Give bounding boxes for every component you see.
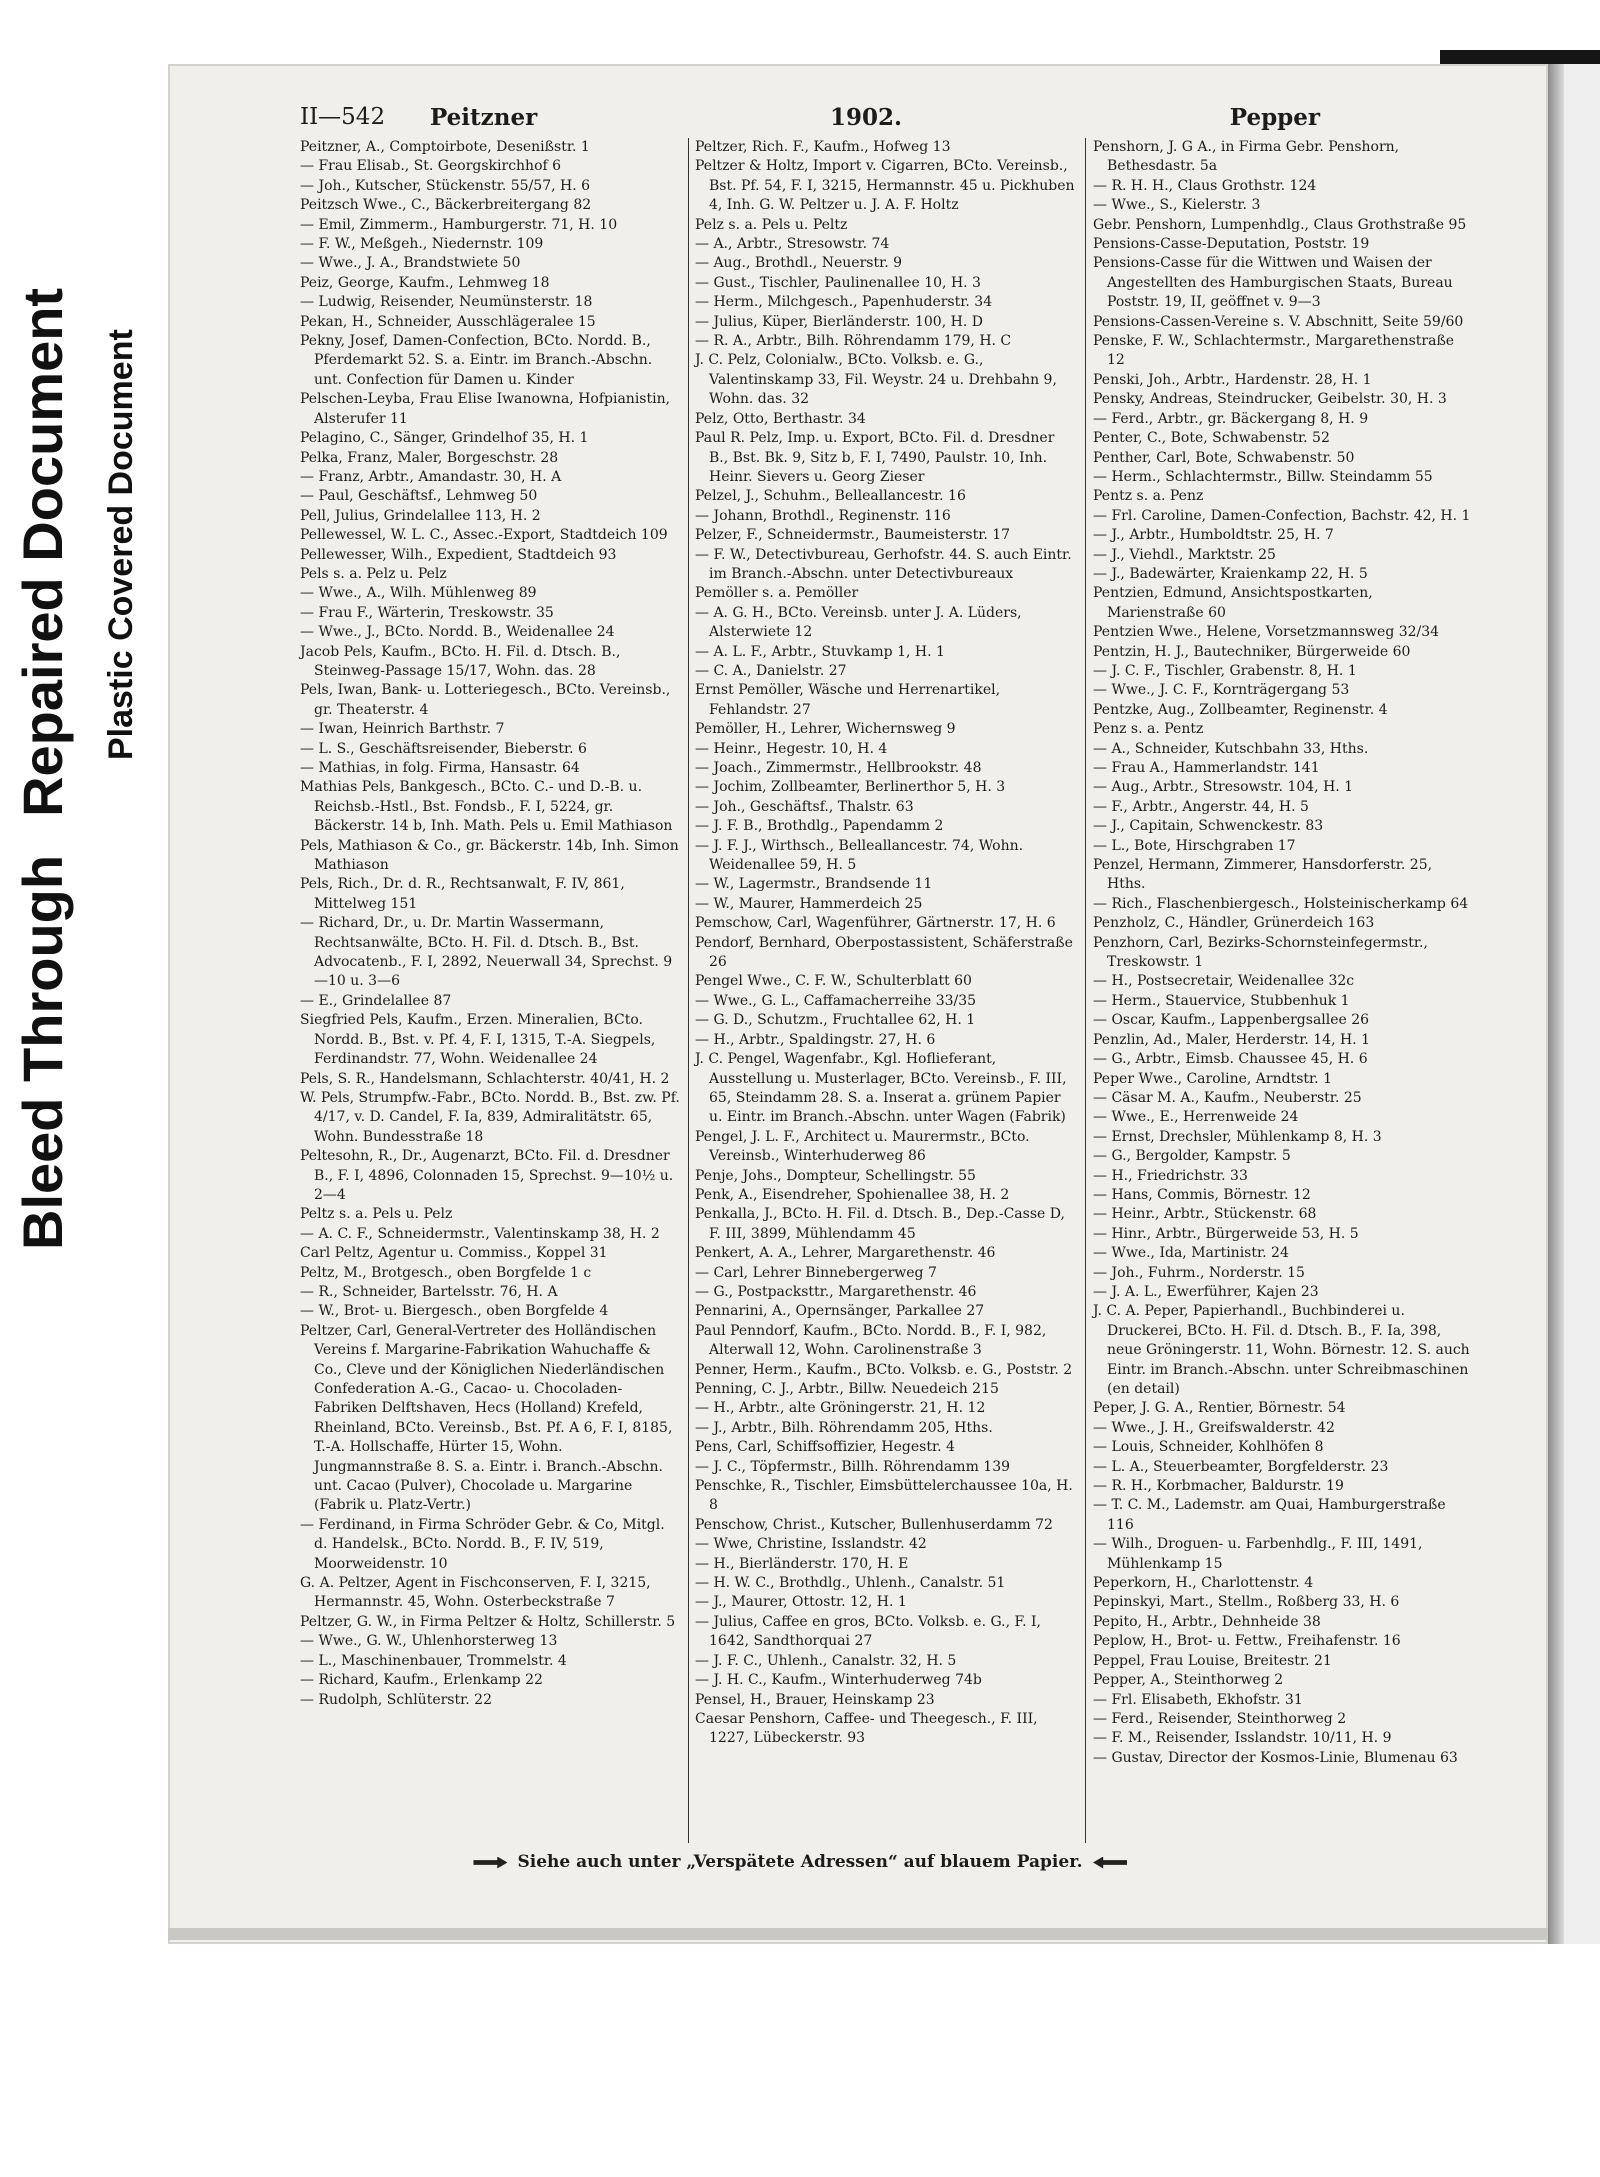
directory-entry: — Jochim, Zollbeamter, Berlinerthor 5, H. 3: [695, 779, 1006, 796]
directory-entry: Pemschow, Carl, Wagenführer, Gärtnerstr. 17, H. 6: [695, 915, 1056, 932]
directory-entry: Pensions-Casse für die Wittwen und Waisen der Angestellten des Hamburgischen Staats, Bureau Poststr. 19, II, geöffnet v. 9—3: [1093, 255, 1453, 311]
directory-entry: Pellewessel, W. L. C., Assec.-Export, Stadtdeich 109: [300, 527, 668, 544]
page-bottom-edge: [168, 1928, 1548, 1940]
directory-entry: — Aug., Brothdl., Neuerstr. 9: [695, 255, 903, 272]
directory-entry: — W., Brot- u. Biergesch., oben Borgfelde 4: [300, 1303, 609, 1320]
directory-entry: Pelzel, J., Schuhm., Belleallancestr. 16: [695, 488, 966, 505]
pointing-hand-icon: [473, 1857, 507, 1869]
directory-entry: — L. S., Geschäftsreisender, Bieberstr. 6: [300, 740, 587, 757]
directory-entry: Peltz s. a. Pels u. Pelz: [300, 1206, 453, 1223]
directory-entry: Penje, Johs., Dompteur, Schellingstr. 55: [695, 1167, 976, 1184]
directory-entry: — J. C., Töpfermstr., Billh. Röhrendamm 139: [695, 1458, 1011, 1475]
footer-note: [0, 1852, 1600, 1872]
right-running-head: Pepper: [1229, 104, 1320, 131]
directory-entry: Pennarini, A., Opernsänger, Parkallee 27: [695, 1303, 985, 1320]
directory-entry: — J., Maurer, Ottostr. 12, H. 1: [695, 1594, 907, 1611]
directory-entry: Peitzner, A., Comptoirbote, Desenißstr. 1: [300, 139, 590, 155]
directory-entry: Jacob Pels, Kaufm., BCto. H. Fil. d. Dtsch. B., Steinweg-Passage 15/17, Wohn. das. 28: [300, 643, 621, 679]
directory-entry: Penshorn, J. G A., in Firma Gebr. Penshorn, Bethesdastr. 5a: [1093, 139, 1400, 175]
directory-entry: Pentz s. a. Penz: [1093, 488, 1204, 505]
directory-entry: J. C. A. Peper, Papierhandl., Buchbinderei u. Druckerei, BCto. H. Fil. d. Dtsch. B., F. Ia, 398, neue Gröningerstr. 11, Wohn. Börnestr. 12. S. auch Eintr. im Branch.-Abschn. unter Schreibmaschinen (en detail): [1093, 1303, 1470, 1397]
directory-entry: — J., Viehdl., Marktstr. 25: [1093, 546, 1276, 563]
directory-entry: — Wwe., E., Herrenweide 24: [1093, 1109, 1299, 1126]
left-running-head: Peitzner: [430, 104, 538, 131]
directory-entry: Pendorf, Bernhard, Oberpostassistent, Schäferstraße 26: [695, 934, 1073, 971]
right-margin: [1564, 64, 1600, 1944]
directory-entry: Peitzsch Wwe., C., Bäckerbreitergang 82: [300, 197, 592, 214]
column-divider: [688, 138, 689, 1843]
directory-entry: Penschke, R., Tischler, Eimsbüttelerchaussee 10a, H. 8: [695, 1478, 1073, 1514]
directory-entry: — H., Friedrichstr. 33: [1093, 1167, 1248, 1184]
directory-entry: Pels s. a. Pelz u. Pelz: [300, 565, 447, 582]
directory-entry: — R. A., Arbtr., Bilh. Röhrendamm 179, H. C: [695, 333, 1012, 350]
directory-entry: Pensions-Casse-Deputation, Poststr. 19: [1093, 236, 1370, 253]
directory-entry: Penner, Herm., Kaufm., BCto. Volksb. e. G., Poststr. 2: [695, 1361, 1073, 1378]
directory-entry: — Wwe., S., Kielerstr. 3: [1093, 197, 1261, 214]
directory-entry: — F. W., Detectivbureau, Gerhofstr. 44. S. auch Eintr. im Branch.-Abschn. unter Detectivbureaux: [695, 546, 1072, 582]
directory-entry: — Aug., Arbtr., Stresowstr. 104, H. 1: [1093, 779, 1354, 796]
directory-entry: — A. L. F., Arbtr., Stuvkamp 1, H. 1: [695, 643, 945, 660]
directory-entry: Penzlin, Ad., Maler, Herderstr. 14, H. 1: [1093, 1031, 1370, 1048]
directory-entry: Penkalla, J., BCto. H. Fil. d. Dtsch. B., Dep.-Casse D, F. III, 3899, Mühlendamm 45: [695, 1206, 1065, 1242]
directory-entry: Pengel Wwe., C. F. W., Schulterblatt 60: [695, 973, 972, 990]
directory-entry: Penkert, A. A., Lehrer, Margarethenstr. 46: [695, 1245, 996, 1262]
directory-entry: Pekan, H., Schneider, Ausschlägeralee 15: [300, 313, 596, 330]
bleed-through-label: Bleed Through: [11, 854, 74, 1250]
directory-entry: — H., Postsecretair, Weidenallee 32c: [1093, 973, 1355, 990]
directory-entry: Penske, F. W., Schlachtermstr., Margarethenstraße 12: [1093, 333, 1455, 369]
directory-entry: — H., Arbtr., Spaldingstr. 27, H. 6: [695, 1031, 936, 1048]
directory-entry: — Ferd., Arbtr., gr. Bäckergang 8, H. 9: [1093, 410, 1369, 427]
footer-text: Siehe auch unter „Verspätete Adressen“ auf blauem Papier.: [517, 1852, 1083, 1872]
directory-entry: — Paul, Geschäftsf., Lehmweg 50: [300, 488, 538, 505]
directory-entry: — J., Arbtr., Bilh. Röhrendamm 205, Hths.: [695, 1419, 993, 1436]
directory-entry: J. C. Pelz, Colonialw., BCto. Volksb. e. G., Valentinskamp 33, Fil. Weystr. 24 u. Drehbahn 9, Wohn. das. 32: [695, 352, 1057, 408]
directory-entry: — Frau Elisab., St. Georgskirchhof 6: [300, 158, 562, 175]
directory-entry: — Mathias, in folg. Firma, Hansastr. 64: [300, 760, 580, 776]
repaired-document-label: Repaired Document: [11, 287, 74, 817]
directory-entry: — Carl, Lehrer Binnebergerweg 7: [695, 1264, 937, 1281]
directory-entry: — Joach., Zimmermstr., Hellbrookstr. 48: [695, 760, 982, 776]
directory-entry: — F. M., Reisender, Isslandstr. 10/11, H. 9: [1093, 1730, 1392, 1747]
directory-entry: — H. W. C., Brothdlg., Uhlenh., Canalstr. 51: [695, 1575, 1006, 1592]
directory-entry: — Heinr., Arbtr., Stückenstr. 68: [1093, 1206, 1317, 1223]
directory-entry: Pensky, Andreas, Steindrucker, Geibelstr. 30, H. 3: [1093, 391, 1447, 408]
directory-entry: Penschow, Christ., Kutscher, Bullenhuserdamm 72: [695, 1516, 1053, 1533]
directory-entry: — F., Arbtr., Angerstr. 44, H. 5: [1093, 798, 1309, 815]
directory-entry: Peiz, George, Kaufm., Lehmweg 18: [300, 274, 550, 291]
directory-entry: — R. H., Korbmacher, Baldurstr. 19: [1093, 1478, 1344, 1495]
directory-entry: — Julius, Küper, Bierländerstr. 100, H. D: [695, 313, 983, 330]
directory-entry: — Heinr., Hegestr. 10, H. 4: [695, 740, 888, 757]
directory-entry: — Rich., Flaschenbiergesch., Holsteinischerkamp 64: [1093, 895, 1469, 912]
directory-entry: — E., Grindelallee 87: [300, 992, 452, 1009]
directory-entry: — Herm., Stauervice, Stubbenhuk 1: [1093, 992, 1350, 1009]
directory-entry: — Gustav, Director der Kosmos-Linie, Blumenau 63: [1093, 1749, 1458, 1766]
page-header: [300, 104, 1320, 134]
directory-entry: Caesar Penshorn, Caffee- und Theegesch., F. III, 1227, Lübeckerstr. 93: [695, 1710, 1038, 1747]
directory-entry: — Frau F., Wärterin, Treskowstr. 35: [300, 604, 554, 621]
directory-entry: — F. W., Meßgeh., Niedernstr. 109: [300, 236, 544, 253]
directory-entry: — Wwe, Christine, Isslandstr. 42: [695, 1536, 927, 1553]
directory-entry: Pensions-Cassen-Vereine s. V. Abschnitt, Seite 59/60: [1093, 313, 1464, 330]
directory-entry: — Frau A., Hammerlandstr. 141: [1093, 760, 1320, 776]
directory-entry: — A. C. F., Schneidermstr., Valentinskamp 38, H. 2: [300, 1225, 660, 1242]
directory-entry: Penzhorn, Carl, Bezirks-Schornsteinfegermstr., Treskowstr. 1: [1093, 934, 1428, 971]
directory-entry: — Iwan, Heinrich Barthstr. 7: [300, 721, 505, 738]
directory-entry: Siegfried Pels, Kaufm., Erzen. Mineralien, BCto. Nordd. B., Bst. v. Pf. 4, F. I, 1315, T.-A. Siegpels, Ferdinandstr. 77, Wohn. Weidenallee 24: [300, 1012, 656, 1068]
directory-entry: Ernst Pemöller, Wäsche und Herrenartikel, Fehlandstr. 27: [695, 682, 1001, 718]
directory-entry: Pels, S. R., Handelsmann, Schlachterstr. 40/41, H. 2: [300, 1070, 670, 1087]
directory-entry: — L., Maschinenbauer, Trommelstr. 4: [300, 1652, 567, 1669]
directory-entry: — Joh., Kutscher, Stückenstr. 55/57, H. 6: [300, 177, 591, 194]
directory-entry: Pepinskyi, Mart., Stellm., Roßberg 33, H. 6: [1093, 1594, 1400, 1611]
directory-entry: — J. H. C., Kaufm., Winterhuderweg 74b: [695, 1672, 982, 1689]
directory-entry: Pepper, A., Steinthorweg 2: [1093, 1672, 1284, 1689]
directory-entry: — Wwe., A., Wilh. Mühlenweg 89: [300, 585, 537, 602]
directory-entry: — Joh., Fuhrm., Norderstr. 15: [1093, 1264, 1305, 1281]
directory-entry: Pepito, H., Arbtr., Dehnheide 38: [1093, 1613, 1321, 1630]
directory-entry: — Ernst, Drechsler, Mühlenkamp 8, H. 3: [1093, 1128, 1382, 1145]
directory-entry: Penning, C. J., Arbtr., Billw. Neuedeich 215: [695, 1381, 999, 1397]
directory-entry: Penzholz, C., Händler, Grünerdeich 163: [1093, 915, 1375, 932]
directory-entry: Pens, Carl, Schiffsoffizier, Hegestr. 4: [695, 1439, 955, 1456]
directory-entry: — Ferdinand, in Firma Schröder Gebr. & Co, Mitgl. d. Handelsk., BCto. Nordd. B., F. IV, 519, Moorweidenstr. 10: [300, 1516, 665, 1572]
directory-entry: Pelzer, F., Schneidermstr., Baumeisterstr. 17: [695, 527, 1011, 544]
directory-entry: Pekny, Josef, Damen-Confection, BCto. Nordd. B., Pferdemarkt 52. S. a. Eintr. im Branch.-Abschn. unt. Confection für Damen u. Kinder: [300, 333, 653, 388]
directory-entry: — Herm., Milchgesch., Papenhuderstr. 34: [695, 294, 993, 311]
directory-entry: — Wwe., G. W., Uhlenhorsterweg 13: [300, 1633, 558, 1650]
directory-entry: — Herm., Schlachtermstr., Billw. Steindamm 55: [1093, 468, 1433, 485]
directory-entry: Paul Penndorf, Kaufm., BCto. Nordd. B., F. I, 982, Alterwall 12, Wohn. Carolinenstraße 3: [695, 1322, 1047, 1359]
directory-entry: — Joh., Geschäftsf., Thalstr. 63: [695, 798, 914, 815]
directory-entry: Pentzin, H. J., Bautechniker, Bürgerweide 60: [1093, 643, 1411, 660]
directory-entry: Pels, Rich., Dr. d. R., Rechtsanwalt, F. IV, 861, Mittelweg 151: [300, 876, 625, 912]
directory-entry: — G. D., Schutzm., Fruchtallee 62, H. 1: [695, 1012, 976, 1029]
directory-entry: — Wwe., J., BCto. Nordd. B., Weidenallee 24: [300, 624, 615, 641]
directory-entry: G. A. Peltzer, Agent in Fischconserven, F. I, 3215, Hermannstr. 45, Wohn. Osterbeckstraße 7: [300, 1575, 651, 1611]
directory-entry: Pemöller, H., Lehrer, Wichernsweg 9: [695, 721, 956, 738]
directory-entry: Pelz, Otto, Berthastr. 34: [695, 410, 866, 427]
directory-entry: — Hans, Commis, Börnestr. 12: [1093, 1186, 1311, 1203]
directory-entry: Peppel, Frau Louise, Breitestr. 21: [1093, 1652, 1332, 1669]
directory-entry: — A., Arbtr., Stresowstr. 74: [695, 236, 890, 253]
directory-entry: — W., Lagermstr., Brandsende 11: [695, 876, 933, 893]
directory-entry: — G., Postpacksttr., Margarethenstr. 46: [695, 1283, 977, 1300]
document-condition-label: [10, 288, 75, 1250]
directory-entry: — Wwe., G. L., Caffamacherreihe 33/35: [695, 992, 977, 1009]
directory-entry: — Ferd., Reisender, Steinthorweg 2: [1093, 1710, 1347, 1727]
directory-entry: J. C. Pengel, Wagenfabr., Kgl. Hoflieferant, Ausstellung u. Musterlager, BCto. Vereinsb., F. III, 65, Steindamm 28. S. a. Inserat a. grünem Papier u. Eintr. im Branch.-Abschn. unter Wagen (Fabrik): [695, 1051, 1067, 1126]
directory-entry: Peltzer & Holtz, Import v. Cigarren, BCto. Vereinsb., Bst. Pf. 54, F. I, 3215, Hermannstr. 45 u. Pickhuben 4, Inh. G. W. Peltzer u. J. A. F. Holtz: [695, 158, 1075, 214]
directory-entry: — A., Schneider, Kutschbahn 33, Hths.: [1093, 740, 1369, 757]
directory-entry: Peper, J. G. A., Rentier, Börnestr. 54: [1093, 1400, 1346, 1417]
column-divider: [1085, 138, 1086, 1843]
directory-entry: Pell, Julius, Grindelallee 113, H. 2: [300, 507, 541, 524]
pointing-hand-icon: [1093, 1857, 1127, 1869]
directory-entry: Pels, Iwan, Bank- u. Lotteriegesch., BCto. Vereinsb., gr. Theaterstr. 4: [300, 682, 671, 718]
directory-entry: — Ludwig, Reisender, Neumünsterstr. 18: [300, 294, 593, 311]
directory-entry: — Wilh., Droguen- u. Farbenhdlg., F. III, 1491, Mühlenkamp 15: [1093, 1536, 1423, 1572]
directory-entry: Pelschen-Leyba, Frau Elise Iwanowna, Hofpianistin, Alsterufer 11: [300, 391, 671, 427]
directory-entry: — Hinr., Arbtr., Bürgerweide 53, H. 5: [1093, 1225, 1359, 1242]
directory-entry: — J. F. C., Uhlenh., Canalstr. 32, H. 5: [695, 1652, 957, 1669]
directory-entry: — Louis, Schneider, Kohlhöfen 8: [1093, 1439, 1324, 1456]
directory-entry: — L. A., Steuerbeamter, Borgfelderstr. 23: [1093, 1458, 1389, 1475]
directory-entry: — Wwe., J. A., Brandstwiete 50: [300, 255, 521, 272]
directory-entry: Pensel, H., Brauer, Heinskamp 23: [695, 1691, 935, 1708]
directory-entry: — Emil, Zimmerm., Hamburgerstr. 71, H. 10: [300, 216, 618, 233]
directory-entry: — J. A. L., Ewerführer, Kajen 23: [1093, 1283, 1319, 1300]
directory-entry: Pengel, J. L. F., Architect u. Maurermstr., BCto. Vereinsb., Winterhuderweg 86: [695, 1128, 1030, 1165]
directory-entry: — J. F. B., Brothdlg., Papendamm 2: [695, 818, 944, 835]
directory-entry: — L., Bote, Hirschgraben 17: [1093, 837, 1296, 854]
directory-entry: — Frl. Caroline, Damen-Confection, Bachstr. 42, H. 1: [1093, 507, 1471, 524]
directory-entry: Carl Peltz, Agentur u. Commiss., Koppel 31: [300, 1245, 608, 1262]
directory-entry: Penther, Carl, Bote, Schwabenstr. 50: [1093, 449, 1355, 466]
directory-column-1: [300, 138, 680, 1710]
directory-column-2: [695, 138, 1075, 1749]
directory-entry: Peltzer, Rich. F., Kaufm., Hofweg 13: [695, 139, 951, 155]
directory-entry: — J. F. J., Wirthsch., Belleallancestr. 74, Wohn. Weidenallee 59, H. 5: [695, 837, 1024, 874]
directory-entry: Pellewesser, Wilh., Expedient, Stadtdeich 93: [300, 546, 617, 563]
directory-entry: — T. C. M., Lademstr. am Quai, Hamburgerstraße 116: [1093, 1497, 1446, 1533]
directory-entry: Paul R. Pelz, Imp. u. Export, BCto. Fil. d. Dresdner B., Bst. Bk. 9, Sitz b, F. I, 7490, Paulstr. 10, Inh. Heinr. Sievers u. Georg Zieser: [695, 430, 1055, 485]
directory-entry: — Cäsar M. A., Kaufm., Neuberstr. 25: [1093, 1089, 1362, 1106]
directory-entry: — Richard, Kaufm., Erlenkamp 22: [300, 1672, 543, 1689]
directory-entry: Peplow, H., Brot- u. Fettw., Freihafenstr. 16: [1093, 1633, 1401, 1650]
directory-entry: Penter, C., Bote, Schwabenstr. 52: [1093, 430, 1330, 447]
directory-entry: — Gust., Tischler, Paulinenallee 10, H. 3: [695, 274, 981, 291]
directory-entry: Penski, Joh., Arbtr., Hardenstr. 28, H. 1: [1093, 371, 1372, 388]
directory-entry: — Frl. Elisabeth, Ekhofstr. 31: [1093, 1691, 1303, 1708]
directory-entry: Penz s. a. Pentz: [1093, 721, 1204, 738]
directory-entry: — Rudolph, Schlüterstr. 22: [300, 1691, 492, 1708]
directory-entry: Peperkorn, H., Charlottenstr. 4: [1093, 1575, 1314, 1592]
directory-entry: Pelagino, C., Sänger, Grindelhof 35, H. 1: [300, 430, 589, 447]
directory-entry: — Wwe., J. C. F., Kornträgergang 53: [1093, 682, 1350, 699]
page-right-edge: [1548, 64, 1564, 1944]
directory-entry: Gebr. Penshorn, Lumpenhdlg., Claus Grothstraße 95: [1093, 216, 1467, 233]
directory-entry: — H., Bierländerstr. 170, H. E: [695, 1555, 909, 1572]
directory-entry: — Wwe., Ida, Martinistr. 24: [1093, 1245, 1289, 1262]
directory-entry: Pelka, Franz, Maler, Borgeschstr. 28: [300, 449, 559, 466]
directory-entry: — G., Arbtr., Eimsb. Chaussee 45, H. 6: [1093, 1051, 1368, 1068]
directory-entry: Pels, Mathiason & Co., gr. Bäckerstr. 14b, Inh. Simon Mathiason: [300, 837, 679, 874]
top-margin: [0, 0, 1600, 50]
directory-entry: — Johann, Brothdl., Reginenstr. 116: [695, 507, 951, 524]
directory-entry: — Julius, Caffee en gros, BCto. Volksb. e. G., F. I, 1642, Sandthorquai 27: [695, 1613, 1041, 1650]
directory-entry: Mathias Pels, Bankgesch., BCto. C.- und D.-B. u. Reichsb.-Hstl., Bst. Fondsb., F. I, 5224, gr. Bäckerstr. 14 b, Inh. Math. Pels u. Emil Mathiason: [300, 779, 673, 835]
directory-entry: — H., Arbtr., alte Gröningerstr. 21, H. 12: [695, 1400, 986, 1417]
directory-entry: Pemöller s. a. Pemöller: [695, 585, 859, 602]
directory-entry: Pentzien, Edmund, Ansichtspostkarten, Marienstraße 60: [1093, 585, 1373, 621]
directory-entry: Peltzer, Carl, General-Vertreter des Holländischen Vereins f. Margarine-Fabrikation Wahuchaffe & Co., Cleve und der Königlichen Niederländischen Confederation A.-G., Cacao- u. Chocoladen-Fabriken Delftshaven, Hecs (Holland) Krefeld, Rheinland, BCto. Vereinsb., Bst. Pf. A 6, F. I, 8185, T.-A. Hollschaffe, Hürter 15, Wohn. Jungmannstraße 8. S. a. Eintr. i. Branch.-Abschn. unt. Cacao (Pulver), Chocolade u. Margarine (Fabrik u. Platz-Vertr.): [300, 1322, 673, 1514]
page-number: II—542: [300, 104, 386, 130]
directory-entry: Peltzer, G. W., in Firma Peltzer & Holtz, Schillerstr. 5: [300, 1613, 676, 1630]
directory-entry: Penk, A., Eisendreher, Spohienallee 38, H. 2: [695, 1186, 1010, 1203]
directory-entry: — R., Schneider, Bartelsstr. 76, H. A: [300, 1283, 558, 1300]
directory-entry: — C. A., Danielstr. 27: [695, 662, 847, 679]
plastic-covered-label: Plastic Covered Document: [102, 329, 140, 760]
directory-entry: Pentzke, Aug., Zollbeamter, Reginenstr. 4: [1093, 701, 1388, 718]
directory-entry: Pentzien Wwe., Helene, Vorsetzmannsweg 32/34: [1093, 624, 1440, 641]
directory-entry: — Wwe., J. H., Greifswalderstr. 42: [1093, 1419, 1335, 1436]
directory-column-3: [1093, 138, 1473, 1768]
directory-entry: Peper Wwe., Caroline, Arndtstr. 1: [1093, 1070, 1332, 1087]
directory-entry: — J., Capitain, Schwenckestr. 83: [1093, 818, 1324, 835]
directory-entry: — J. C. F., Tischler, Grabenstr. 8, H. 1: [1093, 662, 1357, 679]
directory-entry: — G., Bergolder, Kampstr. 5: [1093, 1148, 1291, 1165]
directory-entry: — Richard, Dr., u. Dr. Martin Wassermann, Rechtsanwälte, BCto. H. Fil. d. Dtsch. B., Bst. Advocatenb., F. I, 2892, Neuerwall 34, Sprechst. 9—10 u. 3—6: [300, 915, 673, 990]
directory-entry: — J., Badewärter, Kraienkamp 22, H. 5: [1093, 565, 1368, 582]
directory-entry: — R. H. H., Claus Grothstr. 124: [1093, 177, 1317, 194]
directory-entry: — Franz, Arbtr., Amandastr. 30, H. A: [300, 468, 562, 485]
directory-entry: — W., Maurer, Hammerdeich 25: [695, 895, 923, 912]
directory-entry: Peltz, M., Brotgesch., oben Borgfelde 1 c: [300, 1264, 592, 1281]
directory-entry: Penzel, Hermann, Zimmerer, Hansdorferstr. 25, Hths.: [1093, 857, 1433, 893]
directory-entry: — Oscar, Kaufm., Lappenbergsallee 26: [1093, 1012, 1370, 1029]
directory-entry: W. Pels, Strumpfw.-Fabr., BCto. Nordd. B., Bst. zw. Pf. 4/17, v. D. Candel, F. Ia, 839, Admiralitätstr. 65, Wohn. Bundesstraße 18: [300, 1089, 680, 1145]
directory-entry: Pelz s. a. Pels u. Peltz: [695, 216, 848, 233]
directory-entry: — J., Arbtr., Humboldtstr. 25, H. 7: [1093, 527, 1334, 544]
directory-entry: Peltesohn, R., Dr., Augenarzt, BCto. Fil. d. Dresdner B., F. I, 4896, Colonnaden 15, Sprechst. 9—10½ u. 2—4: [300, 1148, 674, 1203]
directory-entry: — A. G. H., BCto. Vereinsb. unter J. A. Lüders, Alsterwiete 12: [695, 604, 1022, 641]
year-heading: 1902.: [830, 104, 903, 131]
